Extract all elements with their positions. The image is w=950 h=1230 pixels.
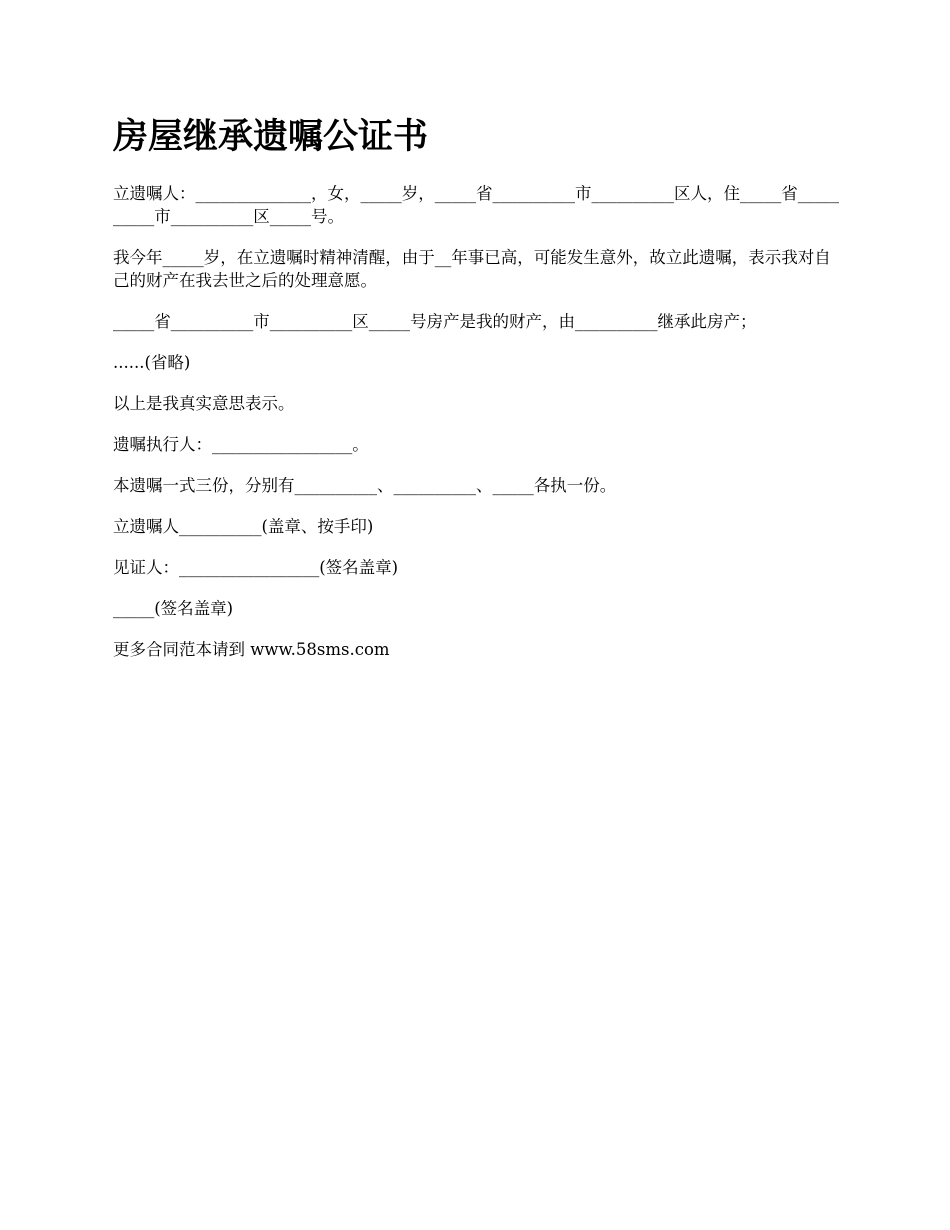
copies-paragraph: 本遗嘱一式三份，分别有__________、__________、_____各执一份。 bbox=[113, 476, 617, 495]
omitted-paragraph: ......(省略) bbox=[113, 353, 191, 372]
testator-signature-line: 立遗嘱人__________(盖章、按手印) bbox=[113, 517, 374, 536]
declaration-paragraph: 以上是我真实意思表示。 bbox=[113, 394, 295, 413]
document-page bbox=[113, 112, 843, 679]
testator-info-paragraph: 立遗嘱人：______________，女，_____岁，_____省__________市__________区人，住_____省__________市__________区_____号。 bbox=[113, 184, 839, 226]
footer-link-text: 更多合同范本请到 www.58sms.com bbox=[113, 640, 390, 659]
intent-paragraph: 我今年_____岁，在立遗嘱时精神清醒，由于__年事已高，可能发生意外，故立此遗嘱，表示我对自己的财产在我去世之后的处理意愿。 bbox=[113, 248, 831, 290]
executor-paragraph: 遗嘱执行人：_________________。 bbox=[113, 435, 369, 454]
witness-signature-line: 见证人：_________________(签名盖章) bbox=[113, 558, 399, 577]
document-title: 房屋继承遗嘱公证书 bbox=[113, 116, 429, 157]
property-paragraph: _____省__________市__________区_____号房产是我的财产，由__________继承此房产； bbox=[113, 312, 757, 331]
second-witness-signature-line: _____(签名盖章) bbox=[113, 599, 234, 618]
